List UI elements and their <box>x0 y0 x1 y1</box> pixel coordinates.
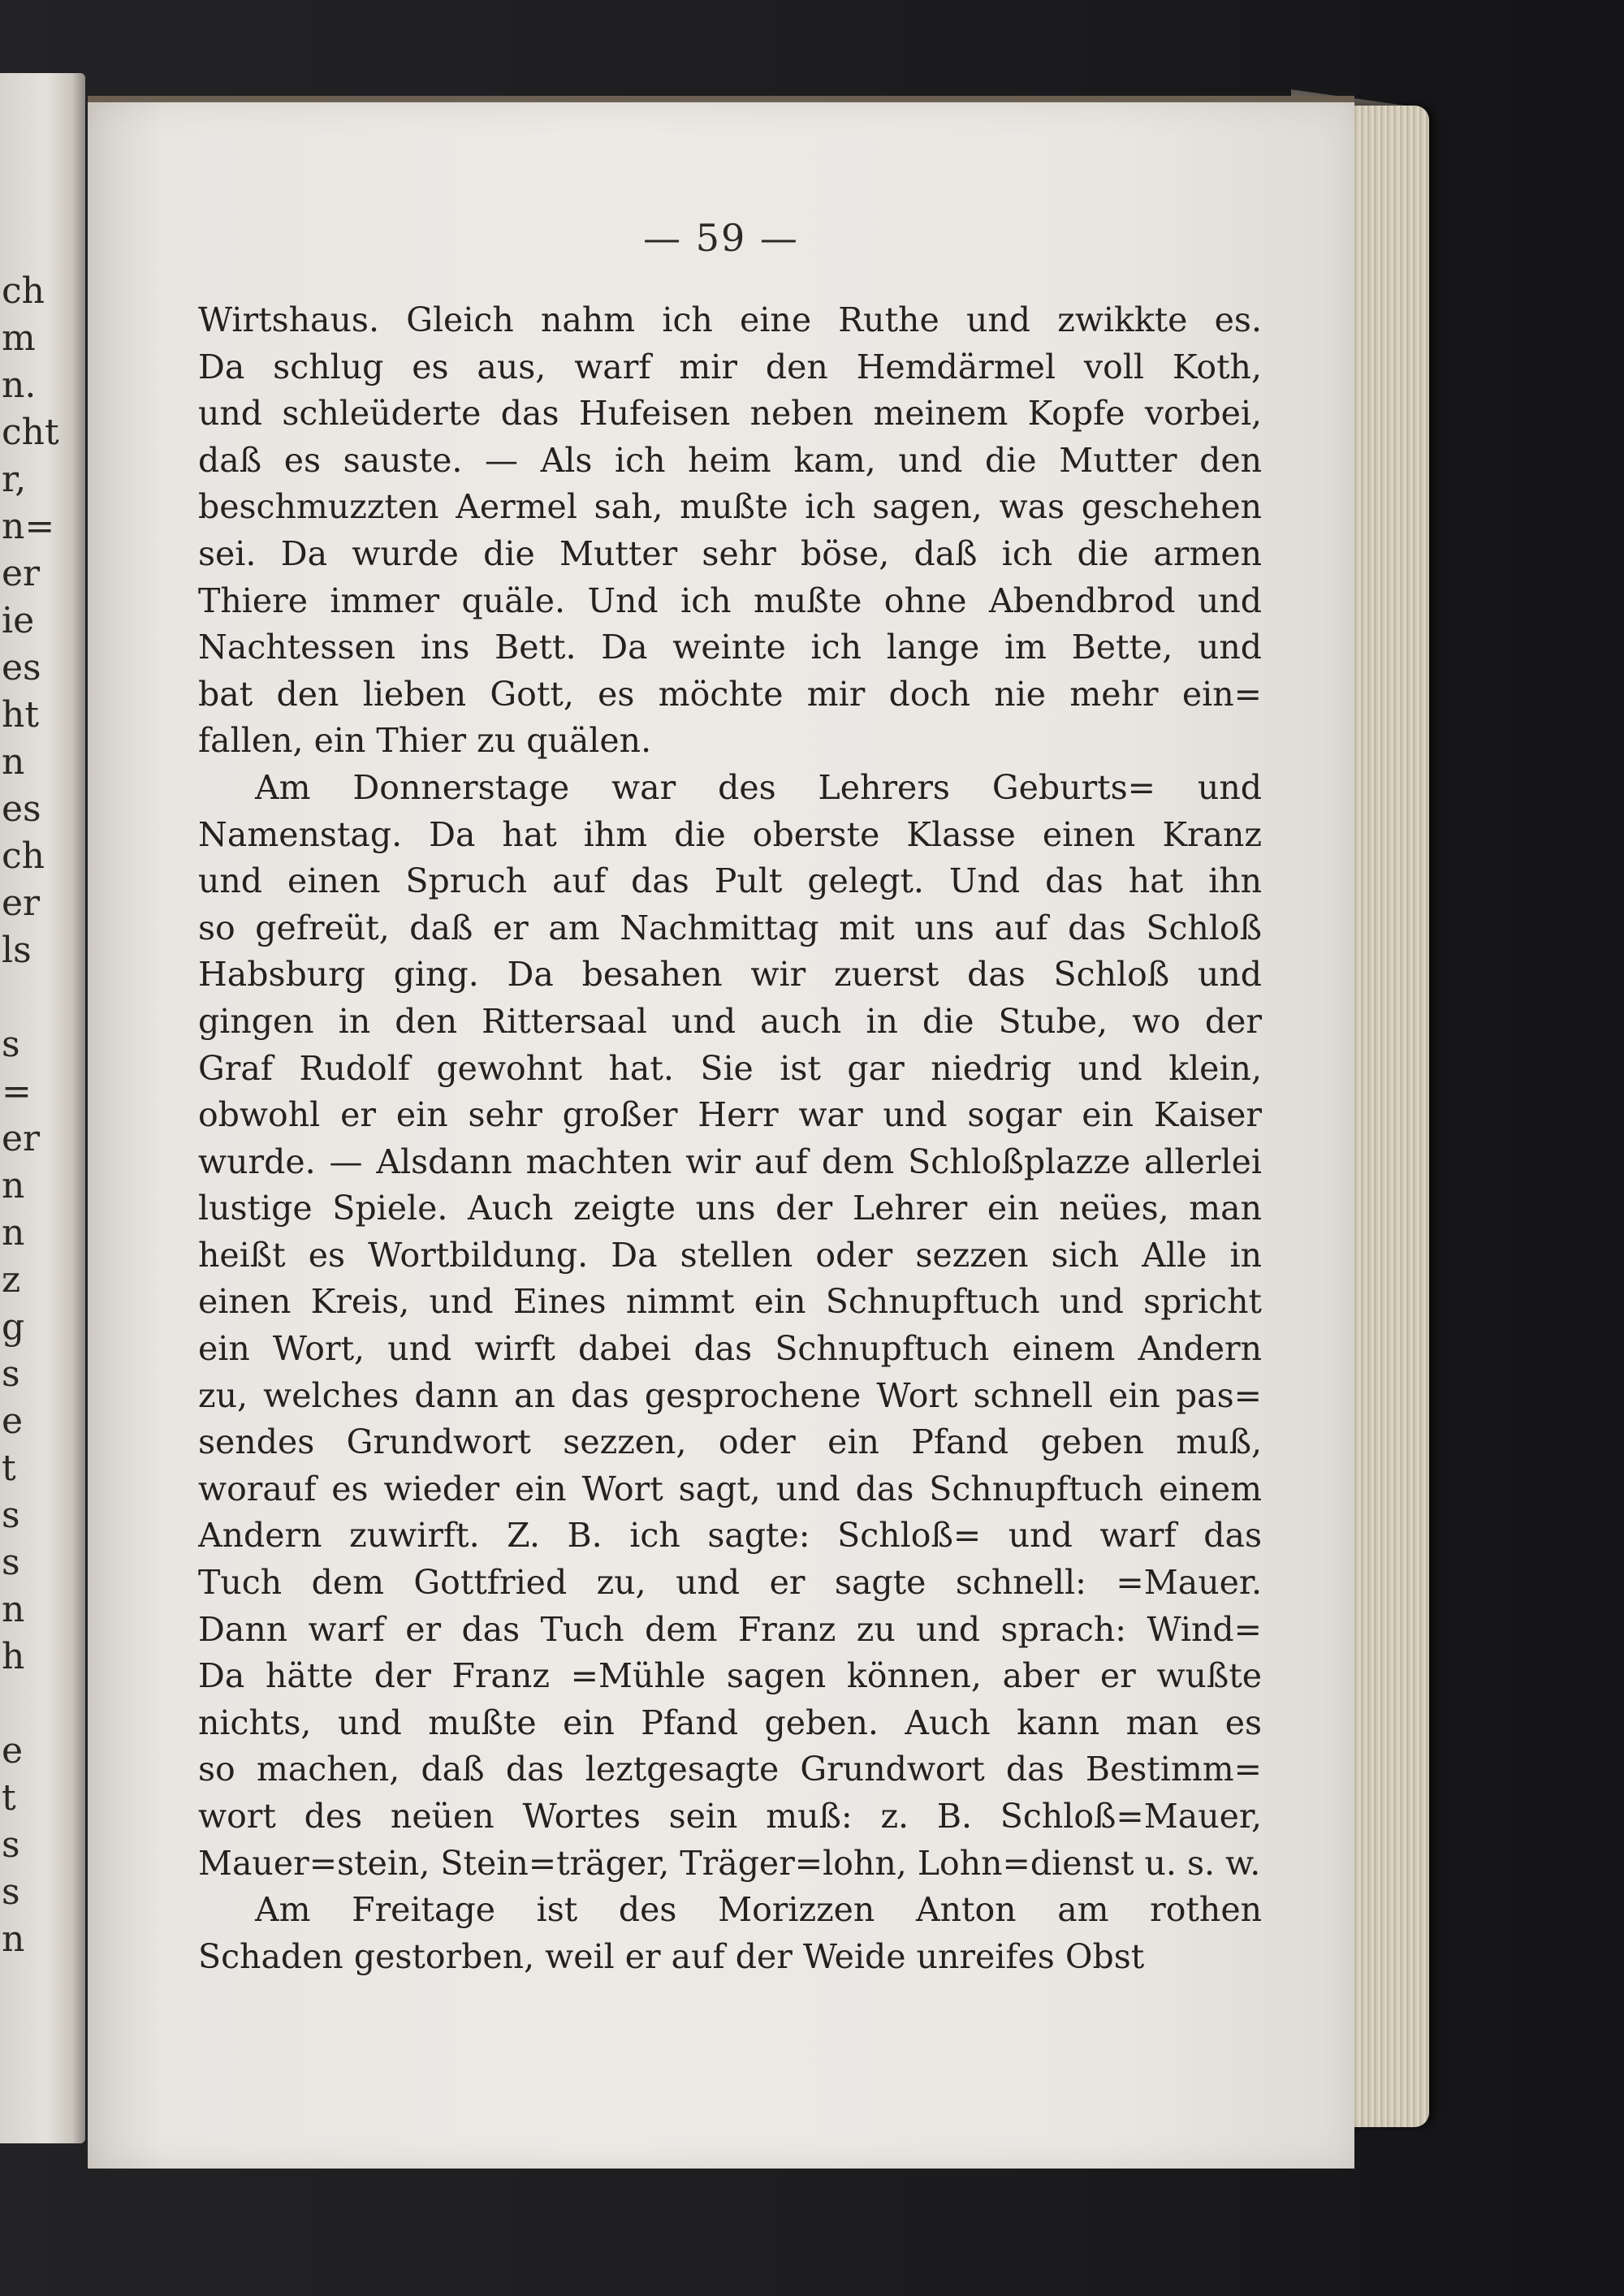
previous-page-fragment: m <box>2 317 36 359</box>
text-line: so gefreüt, daß er am Nachmittag mit uns auf das Schloß <box>198 908 1262 947</box>
previous-page-fragment: es <box>2 647 41 688</box>
previous-page-fragment <box>2 1681 75 1728</box>
previous-page-fragment: e <box>2 1730 24 1772</box>
text-line: und schleüderte das Hufeisen neben meinem Kopfe vorbei, <box>198 394 1262 434</box>
previous-page-fragment: z <box>2 1259 21 1301</box>
previous-page-fragment: ls <box>2 930 32 971</box>
text-line: fallen, ein Thier zu quälen. <box>198 721 652 761</box>
previous-page-fragment: n <box>2 1165 25 1206</box>
text-line: Am Donnerstage war des Lehrers Geburts= und <box>255 767 1262 807</box>
text-line: worauf es wieder ein Wort sagt, und das Schnupftuch einem <box>198 1469 1262 1508</box>
previous-page-text-fragments <box>2 268 75 1963</box>
text-line: Nachtessen ins Bett. Da weinte ich lange im Bette, und <box>198 628 1262 667</box>
previous-page-fragment: = <box>2 1071 32 1112</box>
previous-page-fragment: s <box>2 1495 20 1536</box>
previous-page-fragment: h <box>2 1636 25 1677</box>
previous-page-fragment: t <box>2 1448 16 1489</box>
text-line: einen Kreis, und Eines nimmt ein Schnupftuch und spricht <box>198 1282 1262 1322</box>
page-number: — 59 — <box>643 216 799 260</box>
text-line: Andern zuwirft. Z. B. ich sagte: Schloß= und warf das <box>198 1516 1262 1556</box>
previous-page-fragment: g <box>2 1306 25 1348</box>
previous-page-fragment: n. <box>2 365 37 406</box>
text-line: daß es sauste. — Als ich heim kam, und die Mutter den <box>198 440 1262 480</box>
text-line: nichts, und mußte ein Pfand geben. Auch kann man es <box>198 1703 1262 1742</box>
text-line: ein Wort, und wirft dabei das Schnupftuch einem Andern <box>198 1329 1262 1369</box>
previous-page-fragment: ch <box>2 270 45 312</box>
previous-page-fragment: es <box>2 788 41 830</box>
text-line: Da hätte der Franz =Mühle sagen können, aber er wußte <box>198 1656 1262 1696</box>
text-line: beschmuzzten Aermel sah, mußte ich sagen, was geschehen <box>198 487 1262 527</box>
text-line: gingen in den Rittersaal und auch in die Stube, wo der <box>198 1001 1262 1041</box>
text-line: Thiere immer quäle. Und ich mußte ohne Abendbrod und <box>198 580 1262 620</box>
text-line: Da schlug es aus, warf mir den Hemdärmel voll Koth, <box>198 347 1262 386</box>
text-line: Habsburg ging. Da besahen wir zuerst das Schloß und <box>198 955 1262 995</box>
previous-page-fragment: n <box>2 1918 25 1960</box>
previous-page-fragment: ht <box>2 694 40 736</box>
previous-page-fragment: ch <box>2 835 45 877</box>
text-line: zu, welches dann an das gesprochene Wort schnell ein pas= <box>198 1375 1262 1415</box>
text-line: Tuch dem Gottfried zu, und er sagte schnell: =Mauer. <box>198 1563 1262 1603</box>
text-line: sendes Grundwort sezzen, oder ein Pfand geben muß, <box>198 1422 1262 1462</box>
text-line: lustige Spiele. Auch zeigte uns der Lehrer ein neües, man <box>198 1189 1262 1228</box>
previous-page-fragment: t <box>2 1777 16 1819</box>
text-line: Am Freitage ist des Morizzen Anton am rothen <box>255 1890 1262 1930</box>
previous-page-edge <box>0 73 85 2143</box>
previous-page-fragment <box>2 974 75 1021</box>
text-line: wurde. — Alsdann machten wir auf dem Schloßplazze allerlei <box>198 1142 1262 1181</box>
previous-page-fragment: s <box>2 1871 20 1913</box>
previous-page-fragment: er <box>2 883 41 924</box>
previous-page-fragment: r, <box>2 459 27 500</box>
text-line: obwohl er ein sehr großer Herr war und sogar ein Kaiser <box>198 1095 1262 1135</box>
page-text <box>198 297 1262 1980</box>
previous-page-fragment: cht <box>2 412 59 453</box>
previous-page-fragment: s <box>2 1024 20 1065</box>
text-line: so machen, daß das leztgesagte Grundwort das Bestimm= <box>198 1750 1262 1789</box>
previous-page-fragment: n <box>2 1589 25 1630</box>
book-page <box>88 96 1354 2169</box>
text-line: Mauer=stein, Stein=träger, Träger=lohn, Lohn=dienst u. s. w. <box>198 1843 1261 1883</box>
previous-page-fragment: s <box>2 1353 20 1395</box>
text-line: Schaden gestorben, weil er auf der Weide unreifes Obst <box>198 1936 1145 1976</box>
text-line: Wirtshaus. Gleich nahm ich eine Ruthe und zwikkte es. <box>198 300 1262 339</box>
text-line: Namenstag. Da hat ihm die oberste Klasse einen Kranz <box>198 814 1262 854</box>
previous-page-fragment: e <box>2 1400 24 1442</box>
previous-page-fragment: ie <box>2 600 35 641</box>
previous-page-fragment: er <box>2 1118 41 1159</box>
text-line: bat den lieben Gott, es möchte mir doch nie mehr ein= <box>198 674 1262 714</box>
previous-page-fragment: s <box>2 1824 20 1866</box>
previous-page-fragment: n <box>2 741 25 783</box>
text-line: heißt es Wortbildung. Da stellen oder sezzen sich Alle in <box>198 1235 1262 1275</box>
text-line: sei. Da wurde die Mutter sehr böse, daß ich die armen <box>198 533 1262 573</box>
previous-page-fragment: s <box>2 1542 20 1583</box>
text-line: Dann warf er das Tuch dem Franz zu und sprach: Wind= <box>198 1609 1262 1649</box>
previous-page-fragment: er <box>2 553 41 594</box>
text-line: wort des neüen Wortes sein muß: z. B. Schloß=Mauer, <box>198 1797 1262 1836</box>
text-line: und einen Spruch auf das Pult gelegt. Und das hat ihn <box>198 861 1262 901</box>
previous-page-fragment: n <box>2 1212 25 1254</box>
previous-page-fragment: n= <box>2 506 55 547</box>
text-line: Graf Rudolf gewohnt hat. Sie ist gar niedrig und klein, <box>198 1048 1262 1088</box>
